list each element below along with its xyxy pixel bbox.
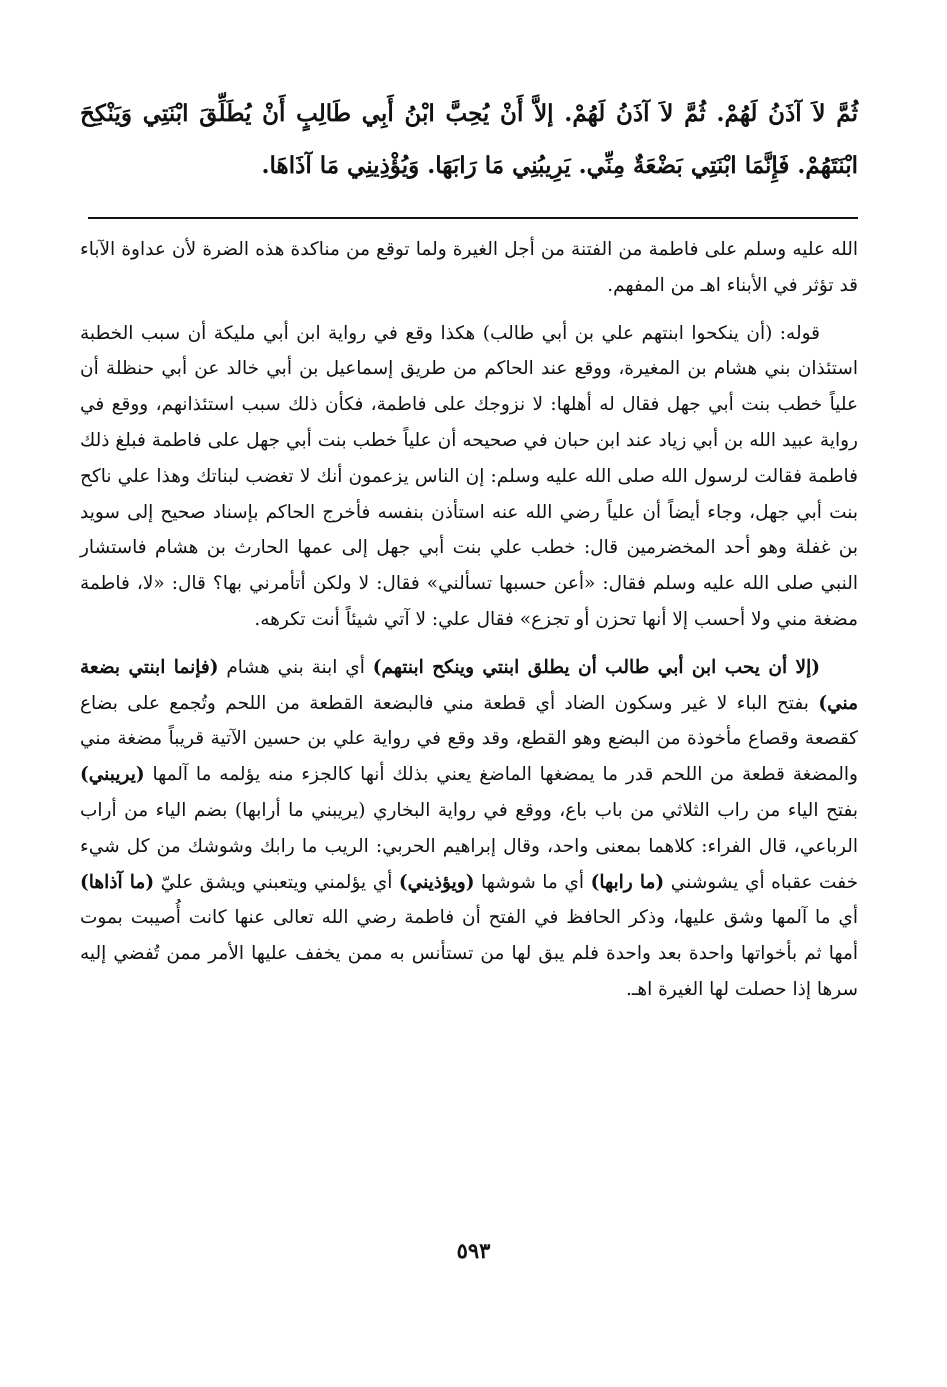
quoted-hadith-phrase: (ما آذاها): [80, 871, 155, 893]
explanation-text: أي ما شوشها: [474, 871, 591, 893]
commentary-paragraph-2: قوله: (أن ينكحوا ابنتهم علي بن أبي طالب) هكذا وقع في رواية ابن أبي مليكة أن سبب الخطبة استئذان بني هشام بن المغيرة، ووقع عند الحاكم من طريق إسماعيل بن أبي خالد عن أبي حنظلة أن علياً خطب بنت أبي جهل فقال له أهلها: لا نزوجك على فاطمة، فكأن ذلك سبب استئذانهم، ووقع في رواية عبيد الله بن أبي زياد عند ابن حبان في صحيحه أن علياً خطب بنت أبي جهل على فاطمة فبلغ ذلك فاطمة فقالت لرسول الله صلى الله عليه وسلم: إن الناس يزعمون أنك لا تغضب لبناتك وهذا علي ناكح بنت أبي جهل، وجاء أيضاً أن علياً رضي الله عنه استأذن بنفسه فأخرج الحاكم بإسناد صحيح إلى سويد بن غفلة وهو أحد المخضرمين قال: خطب علي بنت أبي جهل إلى عمها الحارث بن هشام فاستشار النبي صلى الله عليه وسلم فقال: «أعن حسبها تسألني» فقال: لا ولكن أتأمرني بها؟ قال: «لا، فاطمة مضغة مني ولا أحسب إلا أنها تحزن أو تجزع» فقال علي: لا آتي شيئاً أنت تكرهه.: [80, 322, 858, 630]
quoted-hadith-phrase: (إلا أن يحب ابن أبي طالب أن يطلق ابنتي وينكح ابنتهم): [372, 656, 820, 678]
explanation-text: أي ما آلمها وشق عليها، وذكر الحافظ في الفتح أن فاطمة رضي الله تعالى عنها كانت أُصيبت بموت أمها ثم بأخواتها واحدة بعد واحدة فلم يبق لها من تستأنس به ممن يخفف عليها الأمر ممن تُفضي إليه سرها إذا حصلت لها الغيرة اهـ.: [80, 907, 858, 1000]
page-number: ٥٩٣: [456, 1238, 491, 1263]
quoted-hadith-phrase: (ويؤذيني): [398, 871, 475, 893]
quoted-hadith-phrase: (يريبني): [80, 764, 145, 786]
commentary-paragraph-3: [80, 650, 858, 1008]
hadith-text: ثُمَّ لاَ آذَنُ لَهُمْ. ثُمَّ لاَ آذَنُ لَهُمْ. إلاَّ أَنْ يُحِبَّ ابْنُ أَبِي طَالِبٍ أَنْ يُطَلِّقَ ابْنَتِي وَيَنْكِحَ ابْنَتَهُمْ. فَإِنَّمَا ابْنَتِي بَضْعَةٌ مِنِّي. يَرِيبُنِي مَا رَابَهَا. وَيُؤْذِينِي مَا آذَاهَا.: [80, 100, 858, 179]
quoted-hadith-phrase: (فإنما ابنتي بضعة مني): [80, 656, 858, 714]
explanation-text: بفتح الياء من راب الثلاثي من باب باع، ووقع في رواية البخاري (يريبني ما أرابها) بضم الياء من أراب الرباعي، قال الفراء: كلاهما بمعنى واحد، وقال إبراهيم الحربي: الريب ما رابك وشوشك من كل شيء خفت عقباه أي يشوشني: [80, 799, 859, 893]
explanation-text: بفتح الباء لا غير وسكون الضاد أي قطعة مني فالبضعة القطعة من اللحم وتُجمع على بضاع كقصعة وقصاع مأخوذة من البضع وهو القطع، وقد وقع في رواية علي بن حسين الآتية قريباً مضغة مني والمضغة قطعة من اللحم قدر ما يمضغها الماضغ يعني بذلك أنها كالجزء منه يؤلمه ما آلمها: [80, 692, 858, 786]
commentary: [80, 232, 858, 1008]
explanation-text: أي ابنة بني هشام: [218, 656, 373, 678]
explanation-text: أي يؤلمني ويتعبني ويشق عليّ: [154, 871, 399, 893]
quoted-hadith-phrase: (ما رابها): [590, 871, 665, 893]
commentary-paragraph-1: الله عليه وسلم على فاطمة من الفتنة من أجل الغيرة ولما توقع من مناكدة هذه الضرة لأن عداوة الآباء قد تؤثر في الأبناء اهـ من المفهم.: [80, 239, 858, 296]
separator-line: [88, 217, 858, 219]
